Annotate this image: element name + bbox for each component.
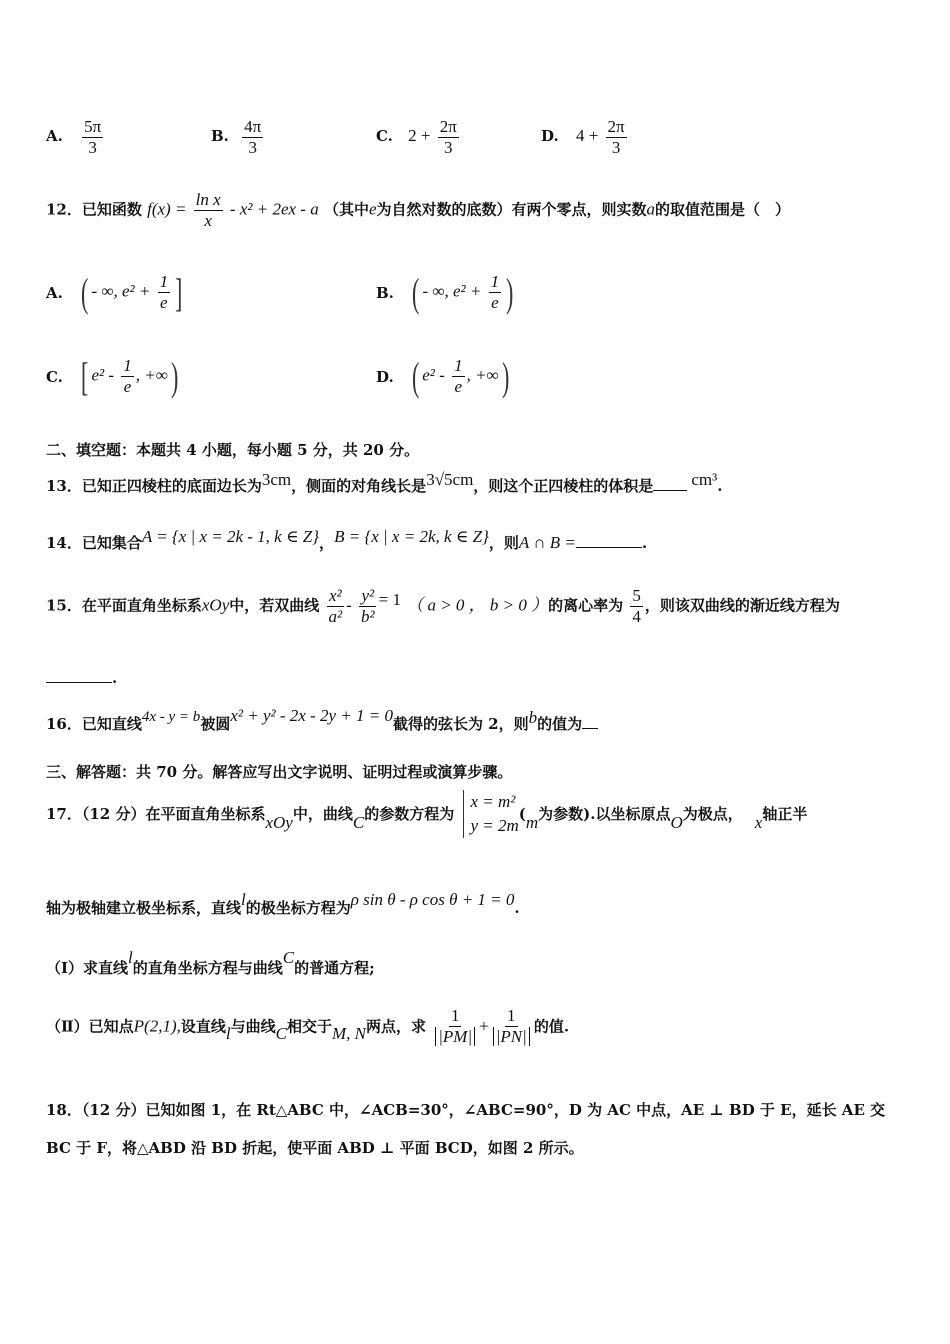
- q12-option-a: A. ( - ∞, e² + $\frac{1}{e}$ ]: [46, 269, 183, 315]
- q16: 16．已知直线4x - y = b被圆x² + y² - 2x - 2y + 1 = 0截得的弦长为 2，则b的值为: [46, 714, 598, 735]
- q12-function-fraction: $\frac{\text{ln x}}{x}$: [195, 190, 221, 230]
- q17-pn-fraction: $\frac{1}{|PN|}$: [491, 1006, 532, 1047]
- q15-answer-blank[interactable]: [46, 668, 112, 683]
- q17-part-1: （Ⅰ）求直线l的直角坐标方程与曲线C的普通方程;: [46, 948, 375, 977]
- q17-stem: 17．（12 分）在平面直角坐标系xOy中，曲线C的参数方程为 x = m² y = 2m (m为参数).以坐标原点O为极点， x轴正半: [46, 790, 807, 838]
- q17-parametric-system: x = m² y = 2m: [463, 790, 518, 838]
- q15-x-fraction: $\frac{\text{x²}}{\text{a²}}$: [328, 586, 343, 626]
- q11-option-b: B. $\frac{4\pi}{3}$: [211, 116, 262, 157]
- section-2-heading: 二、填空题：本题共 4 小题，每小题 5 分，共 20 分。: [46, 441, 420, 459]
- q13-answer-blank[interactable]: [653, 476, 687, 491]
- q15: 15．在平面直角坐标系xOy中，若双曲线 $\frac{\text{x²}}{\text{a²}}$ - $\frac{\text{y²}}{\text{b²}}$ = 1 （ a > 0 ， b > 0 ）的离心率为 $\frac{5}{4}$ ，则该双曲线的渐近线方程为: [46, 586, 840, 626]
- q15-answer-line: .: [46, 668, 117, 688]
- q15-eccentricity-fraction: $\frac{5}{4}$: [632, 586, 641, 626]
- q11-option-a-fraction: $\frac{5\pi}{3}$: [84, 116, 102, 157]
- q18-line-1: 18．（12 分）已知如图 1，在 Rt△ABC 中，∠ACB=30°，∠ABC=90°，D 为 AC 中点，AE ⊥ BD 于 E，延长 AE 交: [46, 1101, 886, 1119]
- q12-stem: 12．已知函数 f(x) = $\frac{\text{ln x}}{x}$ - x² + 2ex - a （其中e为自然对数的底数）有两个零点，则实数a的取值范围是（ ）: [46, 190, 791, 230]
- q17-pm-fraction: $\frac{1}{|PM|}$: [433, 1006, 477, 1047]
- q11-option-d-fraction: $\frac{2\pi}{3}$: [607, 116, 625, 157]
- q12-option-c: C. [ e² - $\frac{1}{e}$ , +∞): [46, 353, 179, 399]
- q11-option-b-fraction: $\frac{4\pi}{3}$: [244, 116, 262, 157]
- q17-part-2: （Ⅱ）已知点P(2,1),设直线l与曲线C相交于M, N两点，求 $\frac{1}{|PM|}$ + $\frac{1}{|PN|}$ 的值.: [46, 1006, 570, 1046]
- q17-line-2: 轴为极轴建立极坐标系，直线l的极坐标方程为ρ sin θ - ρ cos θ + 1 = 0.: [46, 890, 520, 917]
- q11-option-c-fraction: $\frac{2\pi}{3}$: [439, 116, 457, 157]
- q11-option-d: D. 4 + $\frac{2\pi}{3}$: [541, 116, 625, 157]
- q11-option-a: A. $\frac{5\pi}{3}$: [46, 116, 102, 157]
- q12-option-d: D. ( e² - $\frac{1}{e}$ , +∞): [376, 353, 509, 399]
- section-3-heading: 三、解答题：共 70 分。解答应写出文字说明、证明过程或演算步骤。: [46, 763, 513, 781]
- q15-y-fraction: $\frac{\text{y²}}{\text{b²}}$: [361, 586, 375, 626]
- q14-answer-blank[interactable]: [576, 533, 642, 548]
- q12-option-b: B. ( - ∞, e² + $\frac{1}{e}$ ): [376, 269, 514, 315]
- q18-line-2: BC 于 F，将△ABD 沿 BD 折起，使平面 ABD ⊥ 平面 BCD，如图 2 所示。: [46, 1139, 584, 1157]
- q13: 13．已知正四棱柱的底面边长为3cm，侧面的对角线长是3√5cm，则这个正四棱柱的体积是 cm³.: [46, 470, 723, 495]
- q16-answer-blank[interactable]: [582, 714, 598, 729]
- q14: 14．已知集合A = {x | x = 2k - 1, k ∈ Z}，B = {x | x = 2k, k ∈ Z}，则A ∩ B = .: [46, 527, 648, 552]
- q11-option-c: C. 2 + $\frac{2\pi}{3}$: [376, 116, 457, 157]
